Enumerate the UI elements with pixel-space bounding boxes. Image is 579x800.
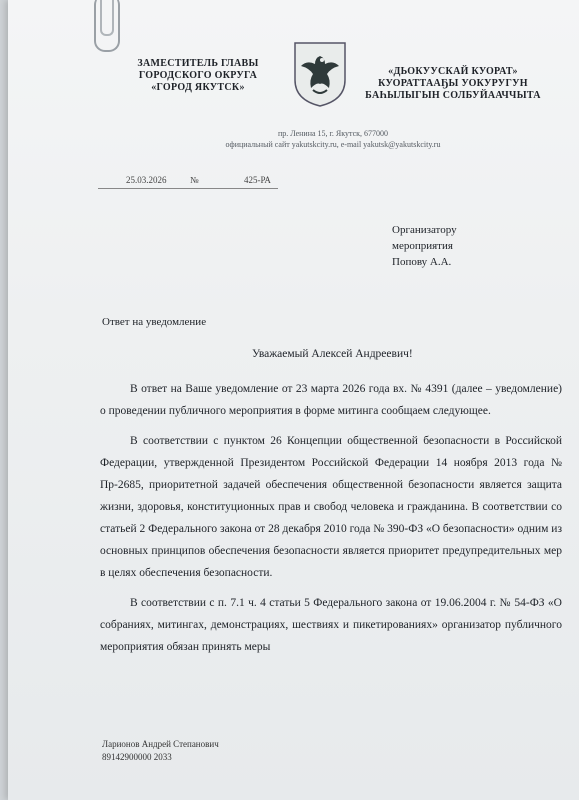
header-right-line: КУОРАТТААҔЫ УОКУРУГУН (378, 78, 528, 89)
registration-number: 425-РА (244, 175, 271, 185)
executor-phone: 89142900000 2033 (102, 752, 172, 762)
paper-clip-icon (94, 0, 120, 52)
recipient-line: мероприятия (392, 240, 453, 252)
registration-date: 25.03.2026 (126, 175, 167, 185)
registration-number-label: № (190, 175, 199, 185)
recipient-line: Попову А.А. (392, 256, 452, 268)
document-page (8, 0, 579, 800)
header-left-line: «ГОРОД ЯКУТСК» (151, 82, 245, 93)
executor-name: Ларионов Андрей Степанович (102, 739, 219, 749)
header-right-line: БАҺЫЛЫГЫН СОЛБУЙААЧЧЫТА (365, 90, 541, 101)
header-left-line: ЗАМЕСТИТЕЛЬ ГЛАВЫ (137, 58, 259, 69)
address-line: пр. Ленина 15, г. Якутск, 677000 (277, 129, 389, 138)
letter-body (100, 378, 562, 666)
recipient-block (392, 222, 457, 270)
yakutsk-coat-of-arms-eagle-icon (291, 40, 349, 108)
body-paragraph: В соответствии с п. 7.1 ч. 4 статьи 5 Федерального закона от 19.06.2004 г. № 54-ФЗ «О собраниях, митингах, демонстрациях, шествиях и пикетированиях» организатор публичного мероприятия обязан принять меры (100, 597, 562, 653)
website-email-line: официальный сайт yakutskcity.ru, e-mail yakutsk@yakutskcity.ru (225, 140, 441, 149)
letter-greeting: Уважаемый Алексей Андреевич! (252, 348, 413, 360)
body-paragraph: В ответ на Ваше уведомление от 23 марта 2026 года вх. № 4391 (далее – уведомление) о проведении публичного мероприятия в форме митинга сообщаем следующее. (100, 383, 562, 417)
body-paragraph: В соответствии с пунктом 26 Концепции общественной безопасности в Российской Федерации, утвержденной Президентом Российской Федерации 14 ноября 2013 года № Пр-2685, приоритетной задачей обеспечения общественной безопасности является защита жизни, здоровья, конституционных прав и свобод человека и гражданина. В соответствии со статьей 2 Федерального закона от 28 декабря 2010 года № 390-ФЗ «О безопасности» одним из основных принципов обеспечения безопасности является приоритет предупредительных мер в целях обеспечения безопасности. (100, 435, 562, 579)
recipient-line: Организатору (392, 224, 457, 236)
header-right-block (363, 66, 543, 102)
header-left-line: ГОРОДСКОГО ОКРУГА (138, 70, 258, 81)
registration-line (98, 176, 278, 189)
letter-subject: Ответ на уведомление (102, 316, 207, 328)
header-right-line: «ДЬОКУУСКАЙ КУОРАТ» (388, 66, 518, 77)
address-block (198, 128, 468, 150)
header-left-block (118, 58, 278, 94)
executor-footer (102, 738, 219, 764)
